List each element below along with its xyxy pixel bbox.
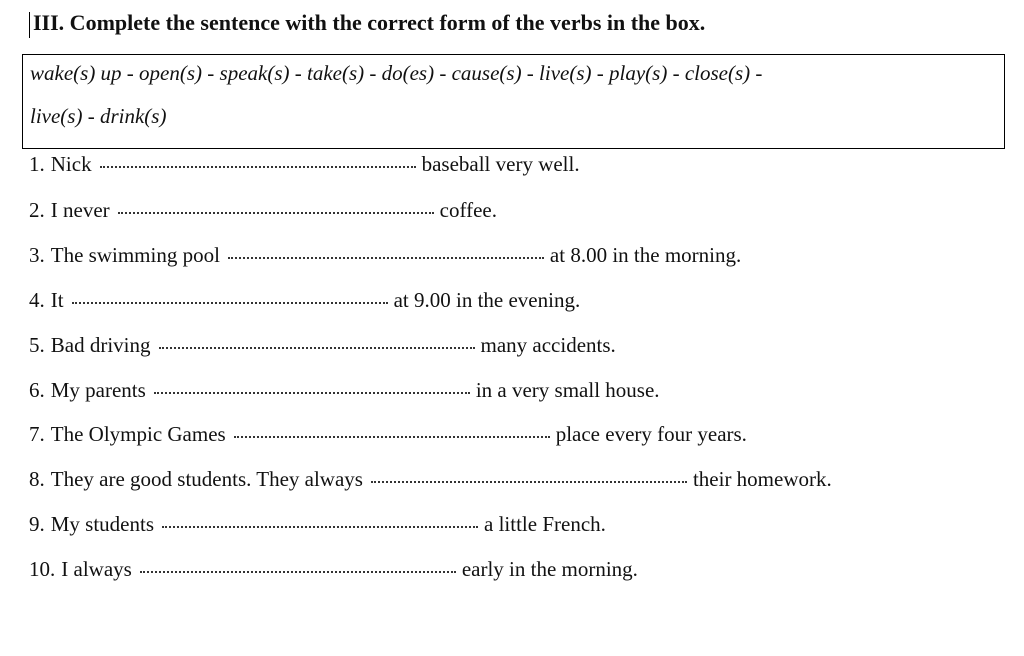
item-text-before: I never bbox=[50, 198, 110, 222]
item-number: 3. bbox=[29, 243, 45, 267]
item-text-before: Nick bbox=[50, 152, 92, 176]
answer-blank[interactable] bbox=[162, 525, 478, 528]
item-text-before: My parents bbox=[50, 378, 146, 402]
item-number: 2. bbox=[29, 198, 45, 222]
item-text-before: I always bbox=[61, 557, 132, 581]
exercise-item-9 bbox=[29, 512, 606, 537]
item-number: 1. bbox=[29, 152, 45, 176]
verb-box-line: live(s) - drink(s) bbox=[30, 104, 167, 128]
item-text-after: at 9.00 in the evening. bbox=[393, 288, 581, 312]
item-text-after: coffee. bbox=[439, 198, 497, 222]
answer-blank[interactable] bbox=[140, 570, 456, 573]
verb-box bbox=[22, 54, 1005, 149]
answer-blank[interactable] bbox=[154, 391, 470, 394]
item-text-after: in a very small house. bbox=[475, 378, 660, 402]
exercise-item-7 bbox=[29, 422, 747, 447]
item-text-after: early in the morning. bbox=[461, 557, 638, 581]
item-number: 5. bbox=[29, 333, 45, 357]
exercise-item-6 bbox=[29, 378, 660, 403]
item-text-before: My students bbox=[50, 512, 155, 536]
item-number: 10. bbox=[29, 557, 56, 581]
item-text-after: baseball very well. bbox=[421, 152, 580, 176]
item-text-before: It bbox=[50, 288, 64, 312]
item-number: 4. bbox=[29, 288, 45, 312]
item-text-before: The swimming pool bbox=[50, 243, 220, 267]
answer-blank[interactable] bbox=[72, 301, 388, 304]
answer-blank[interactable] bbox=[234, 435, 550, 438]
answer-blank[interactable] bbox=[228, 256, 544, 259]
item-text-before: The Olympic Games bbox=[50, 422, 226, 446]
item-text-after: many accidents. bbox=[480, 333, 616, 357]
exercise-heading: III. Complete the sentence with the correct form of the verbs in the box. bbox=[33, 10, 706, 35]
exercise-item-10 bbox=[29, 557, 638, 582]
item-text-after: place every four years. bbox=[555, 422, 747, 446]
item-text-before: Bad driving bbox=[50, 333, 151, 357]
item-text-after: at 8.00 in the morning. bbox=[549, 243, 742, 267]
exercise-item-4 bbox=[29, 288, 580, 313]
answer-blank[interactable] bbox=[100, 165, 416, 168]
exercise-item-2 bbox=[29, 198, 497, 223]
verb-box-line: wake(s) up - open(s) - speak(s) - take(s) - do(es) - cause(s) - live(s) - play(s) - close(s) - bbox=[30, 61, 763, 85]
answer-blank[interactable] bbox=[118, 211, 434, 214]
item-text-before: They are good students. They always bbox=[50, 467, 363, 491]
item-text-after: their homework. bbox=[692, 467, 832, 491]
exercise-item-1 bbox=[29, 152, 580, 177]
answer-blank[interactable] bbox=[159, 346, 475, 349]
item-number: 6. bbox=[29, 378, 45, 402]
exercise-item-3 bbox=[29, 243, 741, 268]
exercise-item-5 bbox=[29, 333, 616, 358]
exercise-item-8 bbox=[29, 467, 832, 492]
item-number: 7. bbox=[29, 422, 45, 446]
item-number: 8. bbox=[29, 467, 45, 491]
item-number: 9. bbox=[29, 512, 45, 536]
answer-blank[interactable] bbox=[371, 480, 687, 483]
item-text-after: a little French. bbox=[484, 512, 606, 536]
